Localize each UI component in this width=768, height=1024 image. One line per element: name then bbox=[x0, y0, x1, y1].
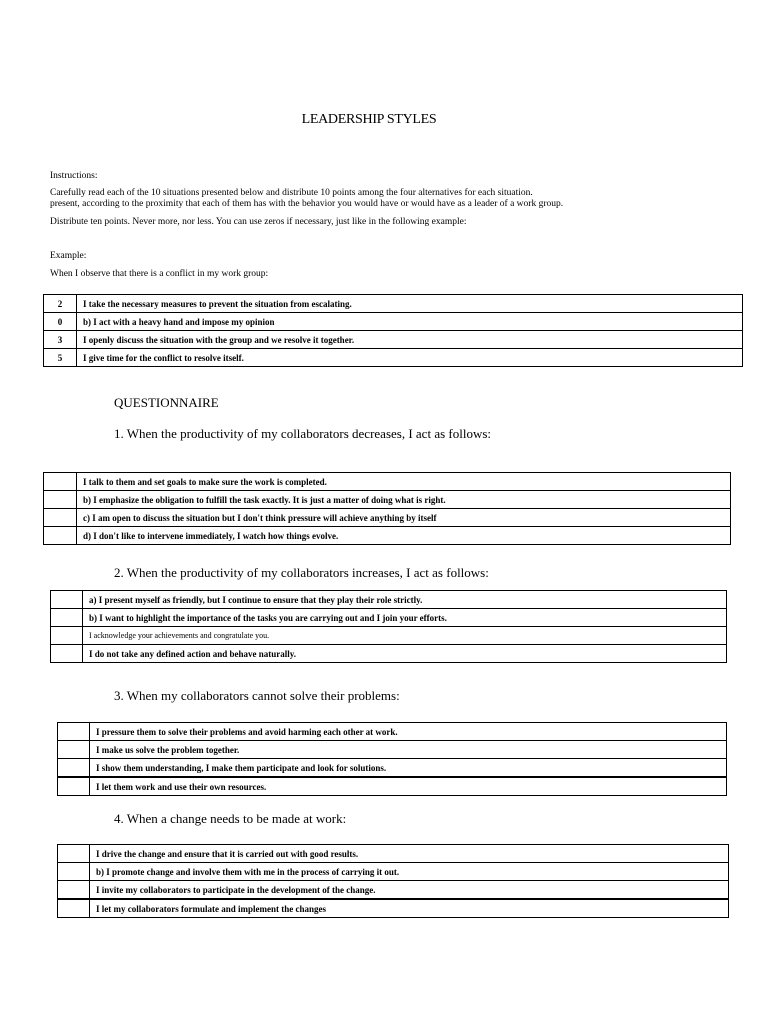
example-row bbox=[44, 331, 743, 349]
points-cell[interactable] bbox=[51, 591, 83, 609]
example-table bbox=[43, 294, 743, 367]
points-cell[interactable] bbox=[58, 777, 90, 796]
points-cell[interactable] bbox=[58, 881, 90, 900]
answer-option: a) I present myself as friendly, but I continue to ensure that they play their role strictly. bbox=[83, 591, 727, 609]
answer-row bbox=[51, 627, 727, 645]
answer-row bbox=[58, 881, 729, 900]
question-4-title: 4. When a change needs to be made at work: bbox=[114, 811, 347, 826]
answer-option: I talk to them and set goals to make sure the work is completed. bbox=[77, 473, 731, 491]
answer-option: b) I emphasize the obligation to fulfill the task exactly. It is just a matter of doing what is right. bbox=[77, 491, 731, 509]
question-2-title: 2. When the productivity of my collaborators increases, I act as follows: bbox=[114, 565, 489, 580]
answer-row bbox=[58, 759, 727, 778]
question-2-table bbox=[50, 590, 727, 663]
answer-option: b) I promote change and involve them with me in the process of carrying it out. bbox=[90, 863, 729, 881]
question-1-title: 1. When the productivity of my collaborators decreases, I act as follows: bbox=[114, 426, 492, 441]
answer-option: I pressure them to solve their problems and avoid harming each other at work. bbox=[90, 723, 727, 741]
example-row bbox=[44, 313, 743, 331]
answer-row bbox=[58, 741, 727, 759]
answer-row bbox=[51, 609, 727, 627]
question-3-table bbox=[57, 722, 727, 796]
answer-row bbox=[58, 777, 727, 796]
points-cell[interactable] bbox=[44, 473, 77, 491]
example-score[interactable]: 0 bbox=[44, 313, 77, 331]
answer-option: d) I don't like to intervene immediately, I watch how things evolve. bbox=[77, 527, 731, 545]
questionnaire-heading: QUESTIONNAIRE bbox=[114, 395, 219, 410]
answer-option: I let my collaborators formulate and implement the changes bbox=[90, 899, 729, 918]
example-score[interactable]: 2 bbox=[44, 295, 77, 313]
answer-option: I show them understanding, I make them participate and look for solutions. bbox=[90, 759, 727, 778]
example-option: I take the necessary measures to prevent the situation from escalating. bbox=[77, 295, 743, 313]
question-3-title: 3. When my collaborators cannot solve their problems: bbox=[114, 688, 400, 703]
answer-row bbox=[58, 723, 727, 741]
example-score[interactable]: 3 bbox=[44, 331, 77, 349]
instructions-label: Instructions: bbox=[50, 171, 98, 181]
points-cell[interactable] bbox=[51, 609, 83, 627]
example-option: I give time for the conflict to resolve itself. bbox=[77, 349, 743, 367]
answer-row bbox=[44, 491, 731, 509]
points-cell[interactable] bbox=[44, 527, 77, 545]
answer-option: I let them work and use their own resources. bbox=[90, 777, 727, 796]
answer-option: I invite my collaborators to participate in the development of the change. bbox=[90, 881, 729, 900]
instructions-line-1: Carefully read each of the 10 situations presented below and distribute 10 points among the four alternatives for each situation. bbox=[50, 188, 533, 198]
answer-option: I drive the change and ensure that it is carried out with good results. bbox=[90, 845, 729, 863]
points-cell[interactable] bbox=[58, 723, 90, 741]
answer-option: b) I want to highlight the importance of the tasks you are carrying out and I join your efforts. bbox=[83, 609, 727, 627]
answer-row bbox=[44, 527, 731, 545]
answer-row bbox=[58, 845, 729, 863]
answer-option: I acknowledge your achievements and congratulate you. bbox=[83, 627, 727, 645]
answer-row bbox=[44, 509, 731, 527]
instructions-line-2: present, according to the proximity that each of them has with the behavior you would have or would have as a leader of a work group. bbox=[50, 199, 564, 209]
answer-row bbox=[51, 591, 727, 609]
example-score[interactable]: 5 bbox=[44, 349, 77, 367]
answer-option: c) I am open to discuss the situation but I don't think pressure will achieve anything by itself bbox=[77, 509, 731, 527]
points-cell[interactable] bbox=[58, 741, 90, 759]
distribute-text: Distribute ten points. Never more, nor less. You can use zeros if necessary, just like in the following example: bbox=[50, 217, 467, 227]
points-cell[interactable] bbox=[58, 759, 90, 778]
answer-row bbox=[44, 473, 731, 491]
points-cell[interactable] bbox=[44, 509, 77, 527]
example-row bbox=[44, 295, 743, 313]
example-situation: When I observe that there is a conflict in my work group: bbox=[50, 269, 269, 279]
page-title: LEADERSHIP STYLES bbox=[301, 112, 437, 127]
question-4-table bbox=[57, 844, 729, 918]
answer-row bbox=[58, 899, 729, 918]
answer-option: I make us solve the problem together. bbox=[90, 741, 727, 759]
question-1-table bbox=[43, 472, 731, 545]
points-cell[interactable] bbox=[44, 491, 77, 509]
example-option: b) I act with a heavy hand and impose my opinion bbox=[77, 313, 743, 331]
points-cell[interactable] bbox=[51, 645, 83, 663]
points-cell[interactable] bbox=[58, 899, 90, 918]
answer-row bbox=[58, 863, 729, 881]
answer-option: I do not take any defined action and behave naturally. bbox=[83, 645, 727, 663]
answer-row bbox=[51, 645, 727, 663]
example-label: Example: bbox=[50, 251, 87, 261]
points-cell[interactable] bbox=[51, 627, 83, 645]
example-row bbox=[44, 349, 743, 367]
points-cell[interactable] bbox=[58, 863, 90, 881]
example-option: I openly discuss the situation with the group and we resolve it together. bbox=[77, 331, 743, 349]
points-cell[interactable] bbox=[58, 845, 90, 863]
